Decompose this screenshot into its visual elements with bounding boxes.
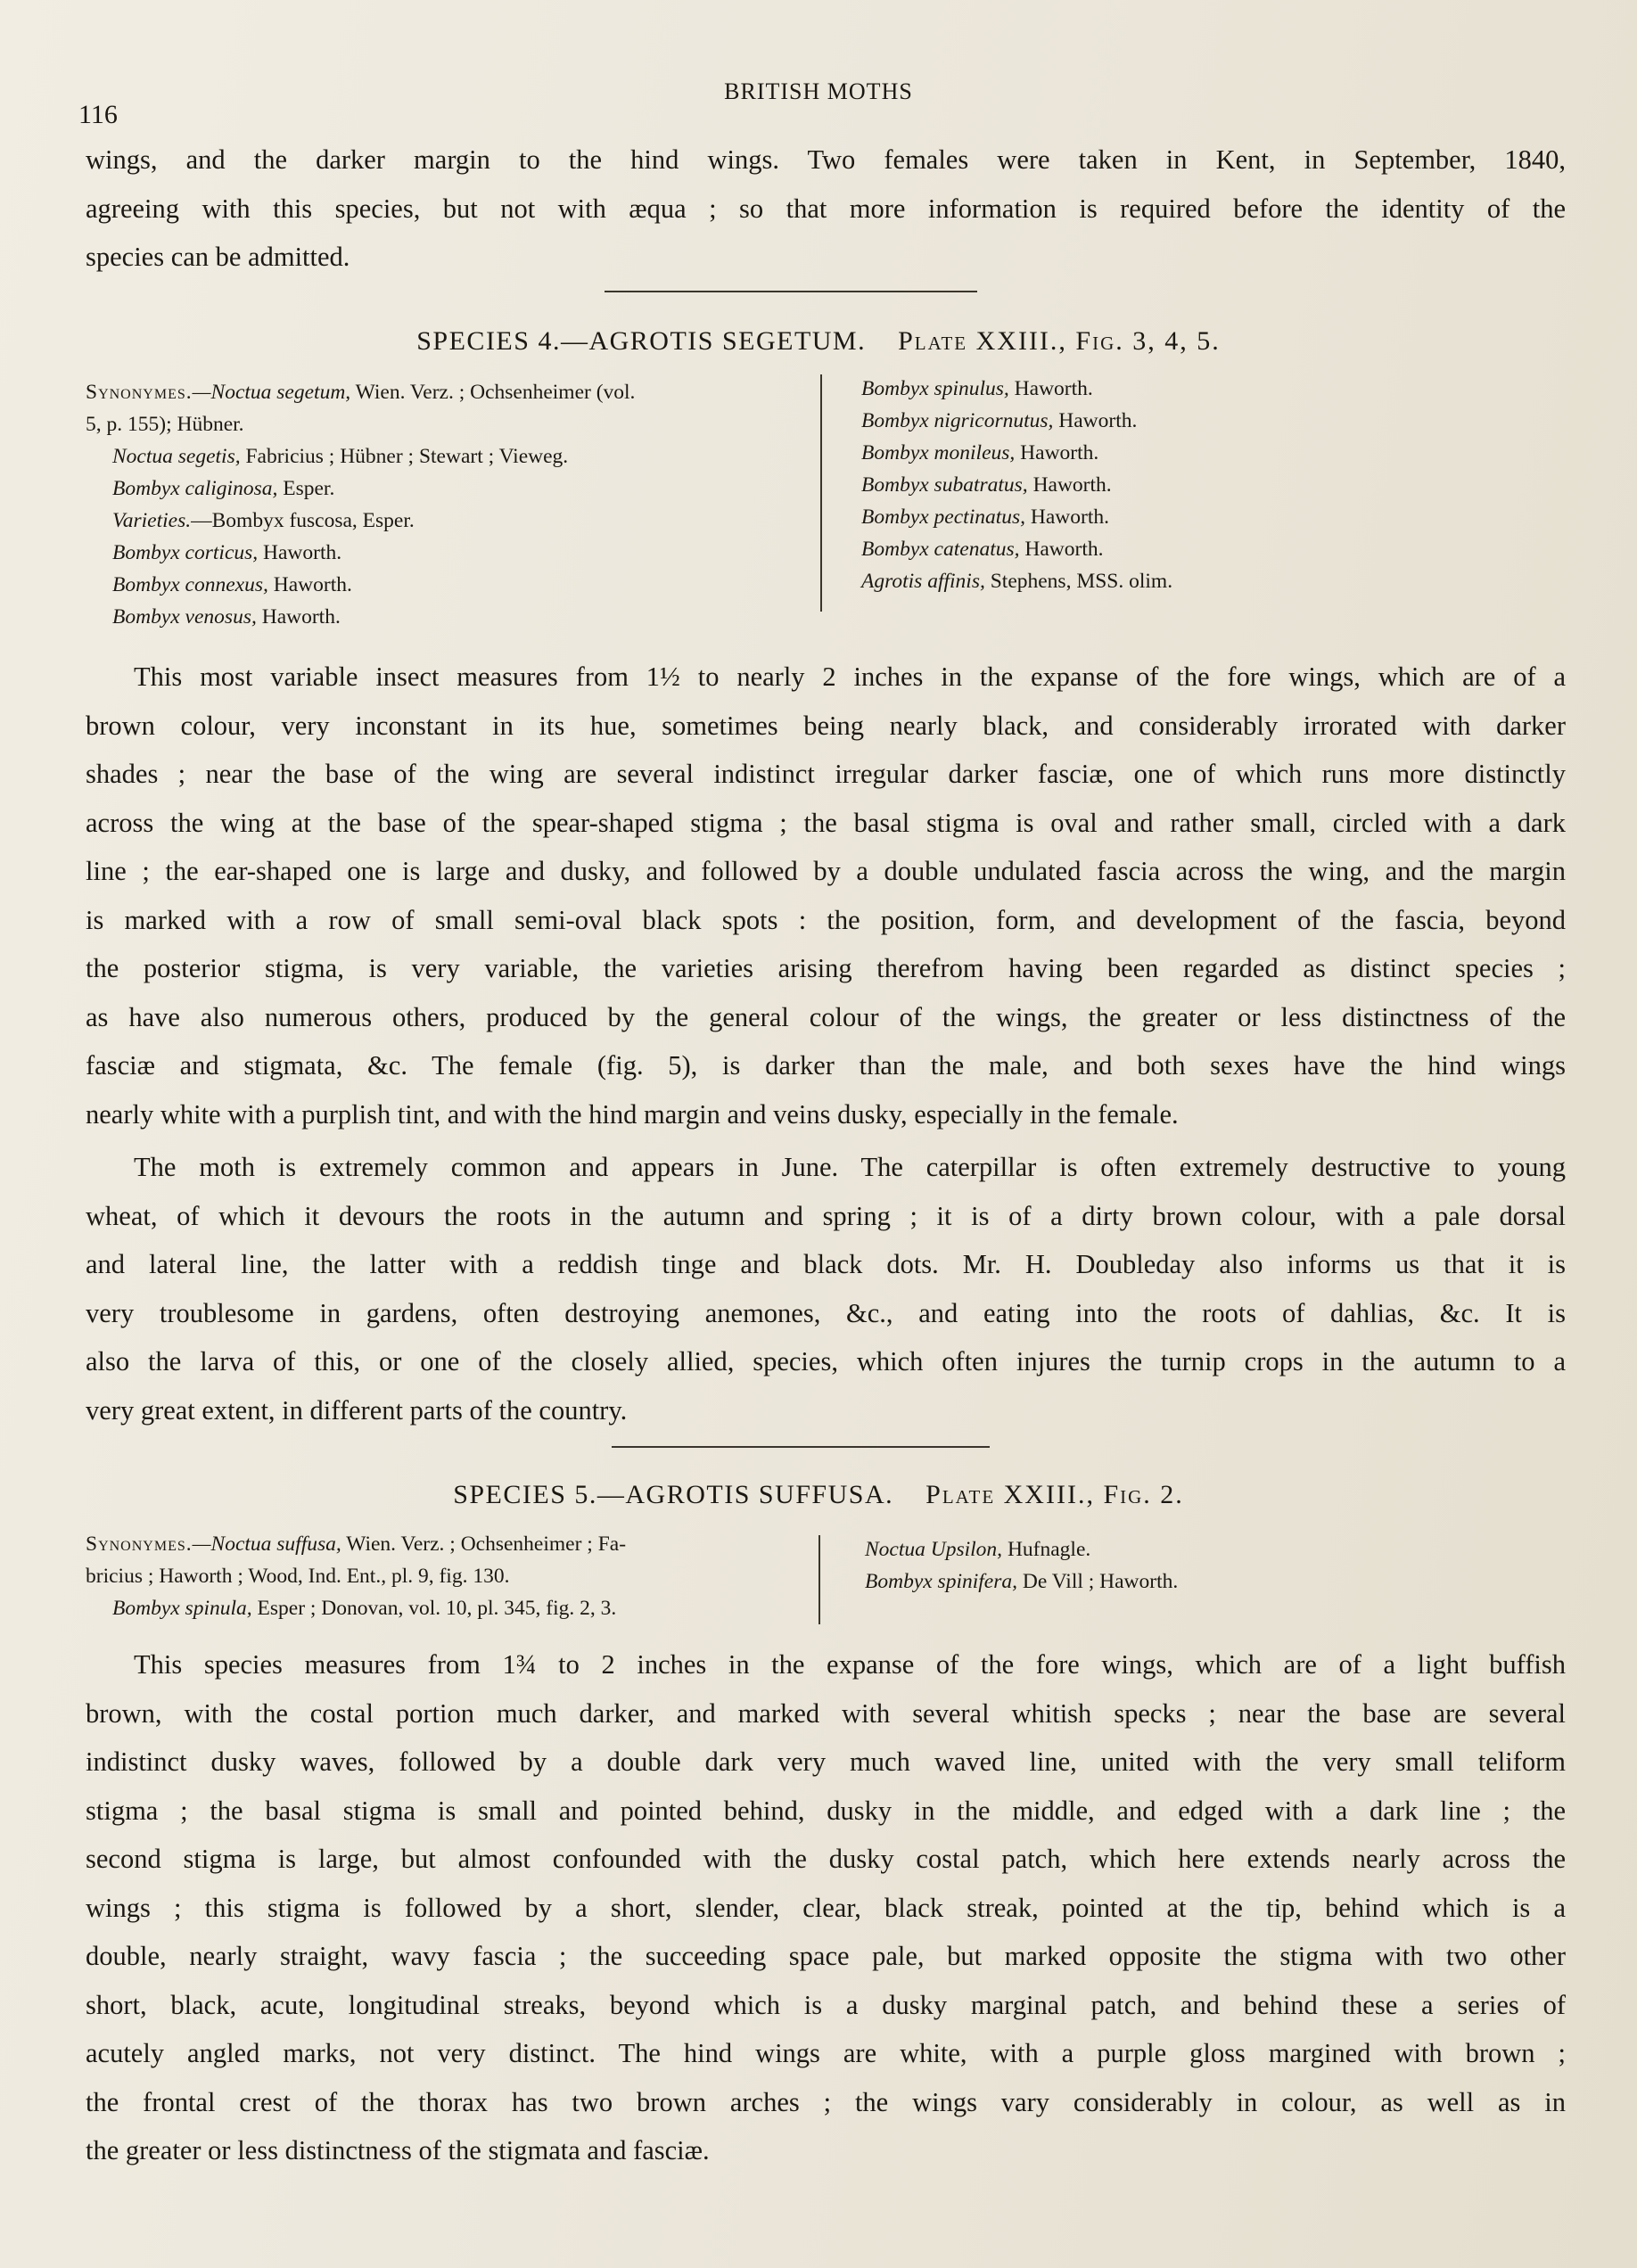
text-line: agreeing with this species, but not with æqua ; so that more information is required before the identity of the: [86, 193, 1566, 224]
synonym-entry: [861, 469, 1557, 501]
synonym-name: —Noctua suffusa,: [192, 1533, 341, 1556]
text-line: the frontal crest of the thorax has two brown arches ; the wings vary considerably in colour, as well as in: [86, 2086, 1566, 2117]
species-5-title: SPECIES 5.—AGROTIS SUFFUSA.: [453, 1480, 894, 1509]
synonym-entry: [86, 1528, 817, 1560]
text-line: nearly white with a purplish tint, and with the hind margin and veins dusky, especially in the female.: [86, 1098, 1179, 1130]
synonym-name: Bombyx subatratus,: [861, 473, 1028, 497]
species-5-heading: [0, 1480, 1637, 1510]
species-5-synonyms-left: [86, 1528, 817, 1624]
text-line: wheat, of which it devours the roots in the autumn and spring ; it is of a dirty brown colour, with a pale dorsal: [86, 1200, 1566, 1231]
text-line: as have also numerous others, produced by the general colour of the wings, the greater or less distinctness of the: [86, 1001, 1566, 1032]
text-line: very great extent, in different parts of the country.: [86, 1394, 628, 1426]
synonym-entry: [861, 437, 1557, 469]
synonym-entry: [865, 1533, 1542, 1565]
species-5-synonyms-right: [865, 1533, 1542, 1598]
synonym-entry: [86, 376, 817, 408]
synonym-name: Bombyx connexus,: [112, 573, 268, 596]
species-4-synonyms-left: [86, 376, 817, 633]
synonym-citation: De Vill ; Haworth.: [1017, 1570, 1179, 1593]
synonym-citation: Stephens, MSS. olim.: [984, 570, 1173, 593]
synonym-name: Bombyx spinifera,: [865, 1570, 1017, 1593]
synonym-citation: Haworth.: [1008, 377, 1093, 400]
synonym-entry: [861, 501, 1557, 533]
synonym-entry: [861, 405, 1557, 437]
synonym-name: Noctua Upsilon,: [865, 1538, 1003, 1561]
synonym-entry: [865, 1565, 1542, 1598]
synonym-citation: Wien. Verz. ; Ochsenheimer (vol.: [350, 381, 636, 404]
text-line: indistinct dusky waves, followed by a double dark very much waved line, united with the very small teliform: [86, 1746, 1566, 1777]
synonym-entry: [86, 569, 817, 601]
synonym-citation: Haworth.: [1019, 538, 1104, 561]
text-line: short, black, acute, longitudinal streaks, beyond which is a dusky marginal patch, and behind these a series of: [86, 1989, 1566, 2020]
synonym-name: Bombyx pectinatus,: [861, 505, 1026, 529]
synonym-name: Bombyx caliginosa,: [112, 477, 278, 500]
text-line: species can be admitted.: [86, 242, 350, 272]
synonym-name: Varieties.: [112, 509, 192, 532]
synonym-name: Bombyx catenatus,: [861, 538, 1020, 561]
text-line: across the wing at the base of the spear-shaped stigma ; the basal stigma is oval and rather small, circled with a dark: [86, 807, 1566, 838]
text-line: This species measures from 1¾ to 2 inches in the expanse of the fore wings, which are of a light buffish: [134, 1649, 1566, 1680]
species-5-plate: Plate XXIII., Fig. 2.: [925, 1480, 1184, 1509]
text-line: is marked with a row of small semi-oval black spots : the position, form, and development of the fascia, beyond: [86, 904, 1566, 935]
synonym-name: Agrotis affinis,: [861, 570, 985, 593]
text-line: brown colour, very inconstant in its hue, sometimes being nearly black, and considerably irrorated with darker: [86, 710, 1566, 741]
synonym-entry: [861, 373, 1557, 405]
synonym-name: Bombyx spinula,: [112, 1597, 252, 1620]
text-line: brown, with the costal portion much darker, and marked with several whitish specks ; near the base are several: [86, 1697, 1566, 1729]
synonym-citation: Esper ; Donovan, vol. 10, pl. 345, fig. 2, 3.: [251, 1597, 617, 1620]
synonym-entry: [86, 505, 817, 537]
synonym-entry: [86, 408, 817, 440]
text-line: also the larva of this, or one of the closely allied, species, which often injures the turnip crops in the autumn to a: [86, 1346, 1566, 1376]
synonym-entry: [86, 537, 817, 569]
synonym-citation: 5, p. 155); Hübner.: [86, 413, 244, 436]
text-line: The moth is extremely common and appears in June. The caterpillar is often extremely destructive to young: [134, 1152, 1566, 1182]
synonym-citation: —Bombyx fuscosa, Esper.: [191, 509, 415, 532]
species-4-heading: [0, 326, 1637, 357]
section-divider: [612, 1446, 990, 1448]
synonym-citation: Wien. Verz. ; Ochsenheimer ; Fa-: [341, 1533, 627, 1556]
page-number: 116: [78, 100, 118, 129]
synonym-citation: bricius ; Haworth ; Wood, Ind. Ent., pl. 9, fig. 130.: [86, 1565, 510, 1588]
section-divider: [605, 291, 977, 292]
synonym-name: Bombyx nigricornutus,: [861, 409, 1054, 432]
synonym-citation: Haworth.: [267, 573, 352, 596]
text-line: the posterior stigma, is very variable, the varieties arising therefrom having been regarded as distinct species ;: [86, 953, 1566, 983]
synonym-name: Noctua segetis,: [112, 445, 241, 468]
synonym-citation: Haworth.: [258, 541, 342, 564]
synonym-entry: [86, 472, 817, 505]
synonym-entry: [86, 440, 817, 472]
synonym-name: —Noctua segetum,: [192, 381, 351, 404]
text-line: double, nearly straight, wavy fascia ; the succeeding space pale, but marked opposite the stigma with two other: [86, 1941, 1566, 1971]
synonyms-label: Synonymes.: [86, 381, 193, 404]
text-line: and lateral line, the latter with a reddish tinge and black dots. Mr. H. Doubleday also informs us that it is: [86, 1249, 1566, 1279]
species-5-description: [86, 1640, 1566, 2175]
synonym-entry: [861, 533, 1557, 565]
synonym-entry: [86, 1560, 817, 1592]
text-line: second stigma is large, but almost confounded with the dusky costal patch, which here extends nearly across the: [86, 1844, 1566, 1874]
synonym-entry: [86, 601, 817, 633]
text-line: stigma ; the basal stigma is small and pointed behind, dusky in the middle, and edged with a dark line ; the: [86, 1795, 1566, 1826]
synonym-citation: Haworth.: [1025, 505, 1110, 529]
intro-paragraph: [86, 136, 1566, 282]
text-line: the greater or less distinctness of the stigmata and fasciæ.: [86, 2135, 710, 2165]
synonym-citation: Haworth.: [256, 605, 341, 629]
species-4-title: SPECIES 4.—AGROTIS SEGETUM.: [416, 326, 867, 356]
synonym-citation: Haworth.: [1027, 473, 1112, 497]
species-4-synonyms-right: [861, 373, 1557, 597]
running-title: BRITISH MOTHS: [724, 78, 913, 104]
synonym-citation: Esper.: [277, 477, 335, 500]
text-line: This most variable insect measures from 1½ to nearly 2 inches in the expanse of the fore wings, which are of a: [134, 662, 1566, 692]
synonym-citation: Fabricius ; Hübner ; Stewart ; Vieweg.: [240, 445, 569, 468]
text-line: acutely angled marks, not very distinct. The hind wings are white, with a purple gloss margined with brown ;: [86, 2038, 1566, 2068]
column-rule: [820, 374, 822, 612]
text-line: line ; the ear-shaped one is large and dusky, and followed by a double undulated fascia across the wing, and the margin: [86, 856, 1566, 886]
synonym-entry: [861, 565, 1557, 597]
text-line: wings ; this stigma is followed by a short, slender, clear, black streak, pointed at the tip, behind which is a: [86, 1892, 1566, 1923]
text-line: wings, and the darker margin to the hind wings. Two females were taken in Kent, in September, 1840,: [86, 144, 1566, 175]
column-rule: [818, 1535, 820, 1624]
synonym-name: Bombyx venosus,: [112, 605, 257, 629]
synonyms-label: Synonymes.: [86, 1533, 193, 1556]
species-4-plate: Plate XXIII., Fig. 3, 4, 5.: [898, 326, 1221, 356]
synonym-name: Bombyx corticus,: [112, 541, 259, 564]
synonym-entry: [86, 1592, 817, 1624]
species-4-description: [86, 653, 1566, 1138]
synonym-name: Bombyx spinulus,: [861, 377, 1009, 400]
synonym-citation: Haworth.: [1053, 409, 1138, 432]
synonym-name: Bombyx monileus,: [861, 441, 1016, 464]
synonym-citation: Haworth.: [1015, 441, 1099, 464]
synonym-citation: Hufnagle.: [1002, 1538, 1091, 1561]
text-line: very troublesome in gardens, often destroying anemones, &c., and eating into the roots of dahlias, &c. It is: [86, 1297, 1566, 1328]
text-line: fasciæ and stigmata, &c. The female (fig. 5), is darker than the male, and both sexes have the hind wings: [86, 1050, 1566, 1081]
text-line: shades ; near the base of the wing are several indistinct irregular darker fasciæ, one of which runs more distinctly: [86, 759, 1566, 789]
species-4-habits: [86, 1143, 1566, 1434]
